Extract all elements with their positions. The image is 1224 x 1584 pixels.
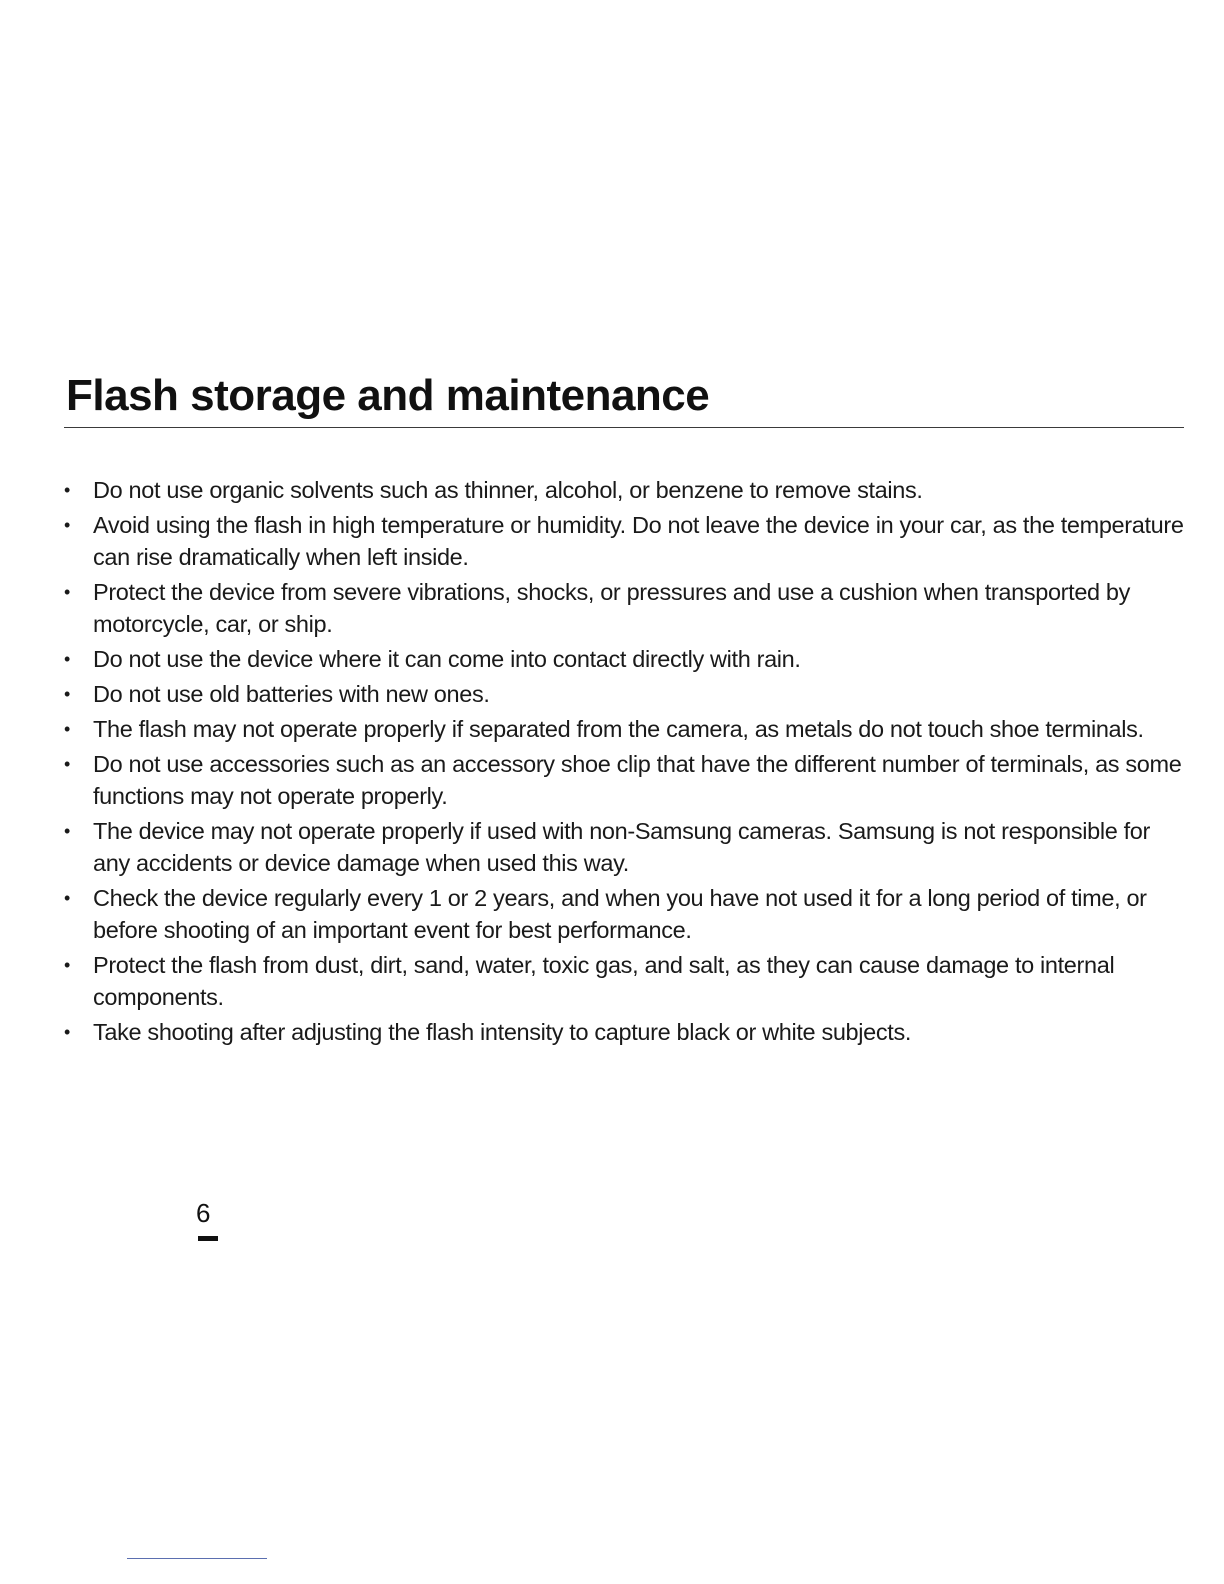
bullet-item: • Do not use accessories such as an accessory shoe clip that have the different number of terminals, as some functions may not operate properly. bbox=[64, 748, 1184, 812]
maintenance-bullet-list bbox=[64, 474, 1184, 1051]
bullet-item: • Do not use the device where it can come into contact directly with rain. bbox=[64, 643, 1184, 675]
bullet-item: • Do not use old batteries with new ones. bbox=[64, 678, 1184, 710]
bullet-item: • Check the device regularly every 1 or 2 years, and when you have not used it for a long period of time, or before shooting of an important event for best performance. bbox=[64, 882, 1184, 946]
bullet-item: • The flash may not operate properly if separated from the camera, as metals do not touch shoe terminals. bbox=[64, 713, 1184, 745]
bullet-item: • Avoid using the flash in high temperature or humidity. Do not leave the device in your car, as the temperature can rise dramatically when left inside. bbox=[64, 509, 1184, 573]
page-number: 6 bbox=[196, 1198, 211, 1228]
title-divider bbox=[64, 427, 1184, 428]
bullet-item: • Protect the flash from dust, dirt, sand, water, toxic gas, and salt, as they can cause damage to internal components. bbox=[64, 949, 1184, 1013]
bullet-item: • Protect the device from severe vibrations, shocks, or pressures and use a cushion when transported by motorcycle, car, or ship. bbox=[64, 576, 1184, 640]
footer-divider bbox=[127, 1558, 267, 1559]
bullet-item: • Take shooting after adjusting the flash intensity to capture black or white subjects. bbox=[64, 1016, 1184, 1048]
page-number-marker bbox=[198, 1236, 218, 1241]
bullet-item: • Do not use organic solvents such as thinner, alcohol, or benzene to remove stains. bbox=[64, 474, 1184, 506]
page-title: Flash storage and maintenance bbox=[66, 371, 710, 420]
bullet-item: • The device may not operate properly if used with non-Samsung cameras. Samsung is not responsible for any accidents or device damage when used this way. bbox=[64, 815, 1184, 879]
